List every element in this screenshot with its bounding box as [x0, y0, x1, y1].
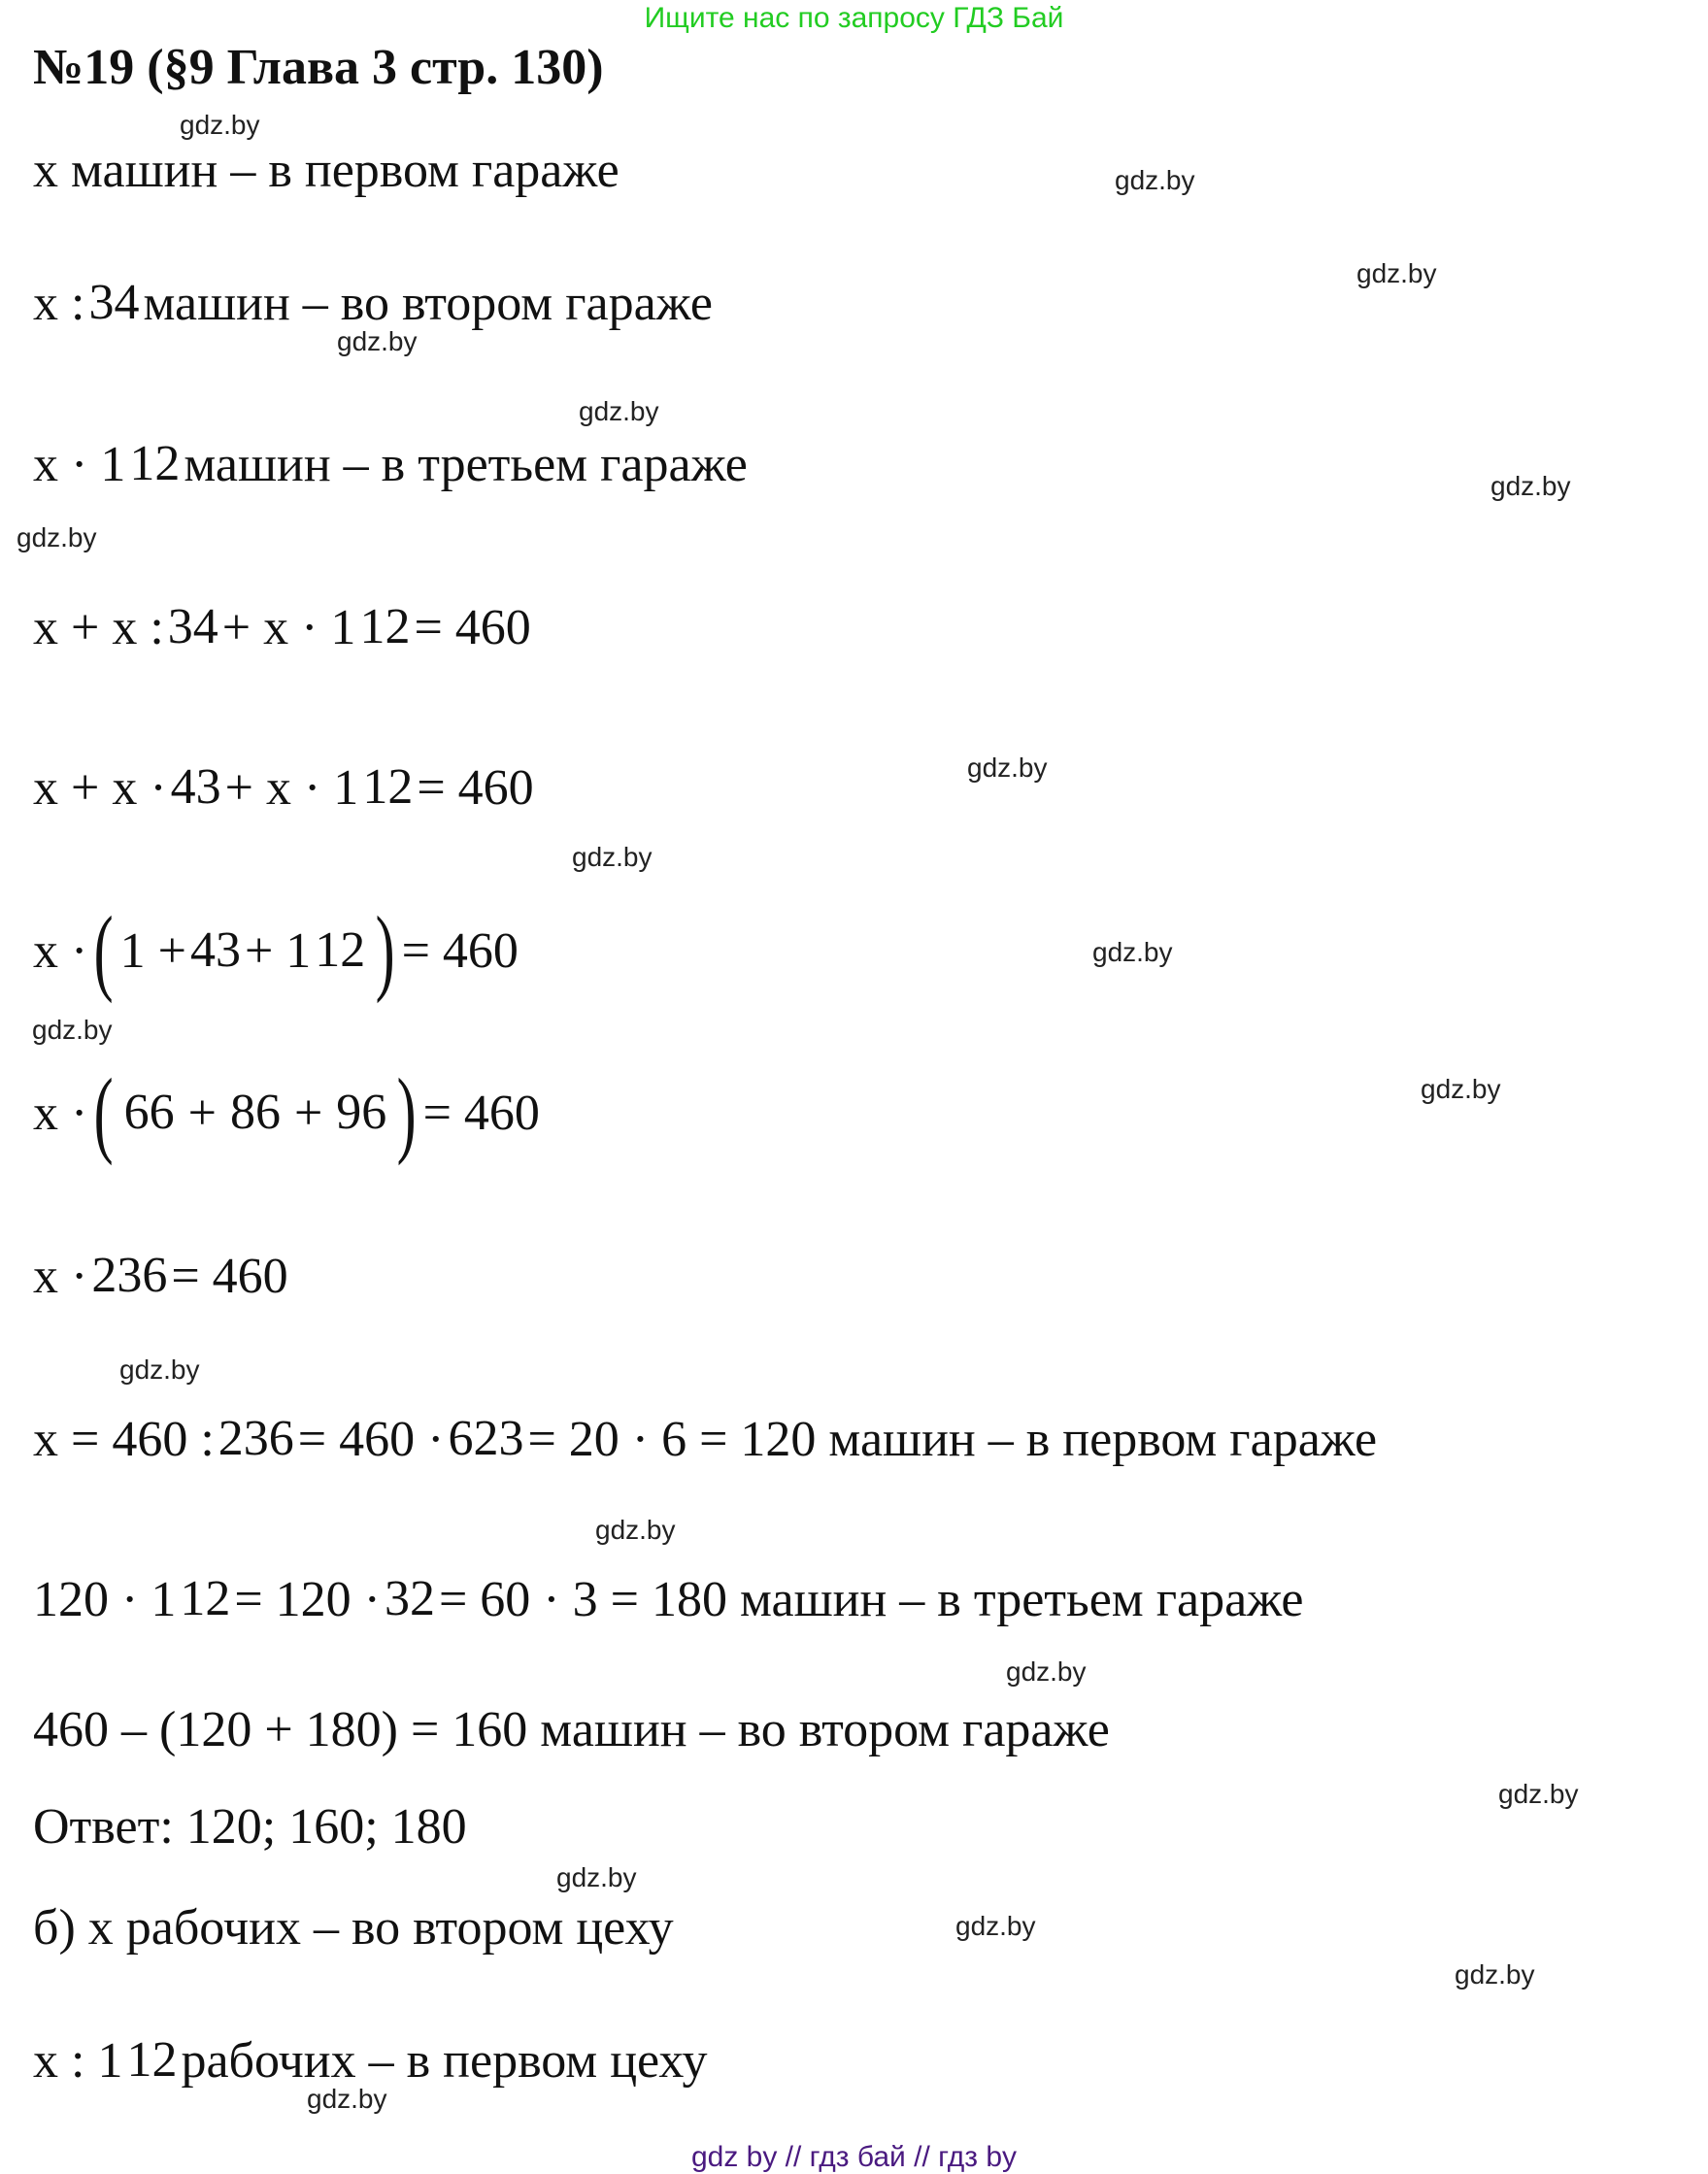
- denominator: 2: [340, 922, 366, 978]
- expr-text: = 460 ·: [297, 1411, 445, 1467]
- fraction: [168, 600, 218, 654]
- fraction: [124, 1086, 175, 1140]
- fraction: [315, 923, 365, 978]
- numerator: 23: [218, 1411, 269, 1466]
- denominator: 6: [149, 1085, 175, 1140]
- watermark: gdz.by: [556, 1862, 637, 1892]
- expr-text: = 460: [171, 1248, 288, 1304]
- fraction: [385, 1572, 435, 1626]
- expr-text: = 460: [401, 922, 519, 979]
- promo-header: Ищите нас по запросу ГДЗ Бай: [644, 2, 1064, 34]
- line-text: x машин – в первом гараже: [33, 142, 620, 198]
- equation-line-6: [33, 892, 519, 1009]
- denominator: 2: [151, 2032, 178, 2088]
- answer-line: [33, 1768, 467, 1885]
- expr-text: 1 +: [119, 922, 186, 979]
- watermark: gdz.by: [955, 1911, 1036, 1941]
- denominator: 2: [154, 436, 181, 491]
- answer-text: Ответ: 120; 160; 180: [33, 1798, 467, 1855]
- left-paren: (: [93, 1058, 114, 1166]
- fraction: [362, 760, 413, 815]
- denominator: 2: [409, 1571, 435, 1626]
- denominator: 4: [114, 275, 140, 330]
- fraction: [171, 760, 221, 815]
- equation-line-4: [33, 569, 531, 686]
- expr-text: x ·: [33, 922, 88, 979]
- expr-text: рабочих – в первом цеху: [181, 2032, 708, 2089]
- watermark: gdz.by: [32, 1015, 113, 1045]
- expr-text: 120 · 1: [33, 1571, 177, 1627]
- numerator: 3: [167, 599, 193, 654]
- right-paren: ): [375, 896, 395, 1004]
- numerator: 4: [189, 922, 216, 978]
- denominator: 23: [473, 1411, 524, 1466]
- expr-text: x = 460 :: [33, 1411, 215, 1467]
- numerator: 1: [362, 759, 388, 815]
- solution-line-1: [33, 112, 620, 228]
- denominator: 4: [192, 599, 218, 654]
- fraction: [448, 1412, 523, 1466]
- numerator: 6: [448, 1411, 474, 1466]
- watermark: gdz.by: [307, 2084, 387, 2114]
- numerator: 9: [336, 1085, 362, 1140]
- equation-line-8: [33, 1218, 288, 1334]
- denominator: 2: [387, 759, 414, 815]
- watermark: gdz.by: [1490, 471, 1571, 501]
- expr-text: + x · 1: [224, 759, 359, 816]
- numerator: 23: [91, 1248, 143, 1303]
- fraction: [359, 600, 410, 654]
- expr-text: + 1: [244, 922, 312, 979]
- denominator: 6: [361, 1085, 387, 1140]
- watermark: gdz.by: [967, 753, 1048, 783]
- expr-text: машин – во втором гараже: [143, 275, 714, 331]
- expr-text: б) x рабочих – во втором цеху: [33, 1899, 674, 1956]
- denominator: 3: [195, 759, 221, 815]
- expr-text: x : 1: [33, 2032, 123, 2089]
- expr-text: = 60 · 3 = 180 машин – в третьем гараже: [438, 1571, 1304, 1627]
- numerator: 8: [229, 1085, 255, 1140]
- watermark: gdz.by: [119, 1355, 200, 1385]
- watermark: gdz.by: [1455, 1959, 1535, 1990]
- expr-text: = 20 · 6 = 120 машин – в первом гараже: [527, 1411, 1378, 1467]
- fraction: [91, 1249, 167, 1303]
- expr-text: x :: [33, 275, 85, 331]
- numerator: 1: [315, 922, 341, 978]
- denominator: 6: [268, 1411, 294, 1466]
- left-paren: (: [93, 896, 114, 1004]
- numerator: 4: [170, 759, 196, 815]
- watermark: gdz.by: [1006, 1656, 1087, 1687]
- watermark: gdz.by: [1421, 1074, 1501, 1104]
- fraction: [180, 1572, 230, 1626]
- expr-text: x + x ·: [33, 759, 167, 816]
- watermark: gdz.by: [1356, 258, 1437, 288]
- expr-text: x + x :: [33, 599, 164, 655]
- fraction: [88, 276, 139, 330]
- denominator: 2: [205, 1571, 231, 1626]
- footer-links: gdz by // гдз бай // гдз by: [690, 2141, 1018, 2173]
- equation-line-7: [33, 1054, 540, 1171]
- watermark: gdz.by: [180, 110, 260, 140]
- fraction: [129, 437, 180, 491]
- expr-text: x ·: [33, 1248, 88, 1304]
- numerator: 6: [123, 1085, 150, 1140]
- denominator: 3: [215, 922, 241, 978]
- expr-text: 460 – (120 + 180) = 160 машин – во втором гараже: [33, 1701, 1110, 1757]
- expr-text: = 460: [414, 599, 531, 655]
- watermark: gdz.by: [1092, 937, 1173, 967]
- watermark: gdz.by: [579, 396, 659, 426]
- fraction: [126, 2033, 177, 2088]
- watermark: gdz.by: [572, 842, 653, 872]
- expr-text: = 120 ·: [234, 1571, 381, 1627]
- fraction: [218, 1412, 294, 1466]
- equation-line-10: [33, 1541, 1304, 1657]
- plus-sign: +: [187, 1085, 217, 1141]
- fraction: [230, 1086, 281, 1140]
- denominator: 6: [254, 1085, 281, 1140]
- numerator: 3: [384, 1571, 410, 1626]
- denominator: 6: [142, 1248, 168, 1303]
- page-title: №19 (§9 Глава 3 стр. 130): [33, 40, 604, 95]
- numerator: 3: [88, 275, 115, 330]
- plus-sign: +: [293, 1085, 323, 1141]
- expr-text: x ·: [33, 1085, 88, 1141]
- watermark: gdz.by: [337, 326, 418, 356]
- right-paren: ): [396, 1058, 417, 1166]
- expr-text: = 460: [422, 1085, 540, 1141]
- watermark: gdz.by: [1115, 165, 1195, 195]
- fraction: [336, 1086, 386, 1140]
- denominator: 2: [385, 599, 411, 654]
- numerator: 1: [129, 436, 155, 491]
- expr-text: + x · 1: [221, 599, 356, 655]
- expr-text: машин – в третьем гараже: [184, 436, 748, 492]
- numerator: 1: [359, 599, 385, 654]
- numerator: 1: [126, 2032, 152, 2088]
- watermark: gdz.by: [595, 1515, 676, 1545]
- expr-text: x · 1: [33, 436, 126, 492]
- equation-line-9: [33, 1381, 1377, 1497]
- numerator: 1: [180, 1571, 206, 1626]
- watermark: gdz.by: [17, 522, 97, 552]
- expr-text: = 460: [417, 759, 534, 816]
- watermark: gdz.by: [1498, 1779, 1579, 1809]
- fraction: [190, 923, 241, 978]
- equation-line-5: [33, 729, 534, 846]
